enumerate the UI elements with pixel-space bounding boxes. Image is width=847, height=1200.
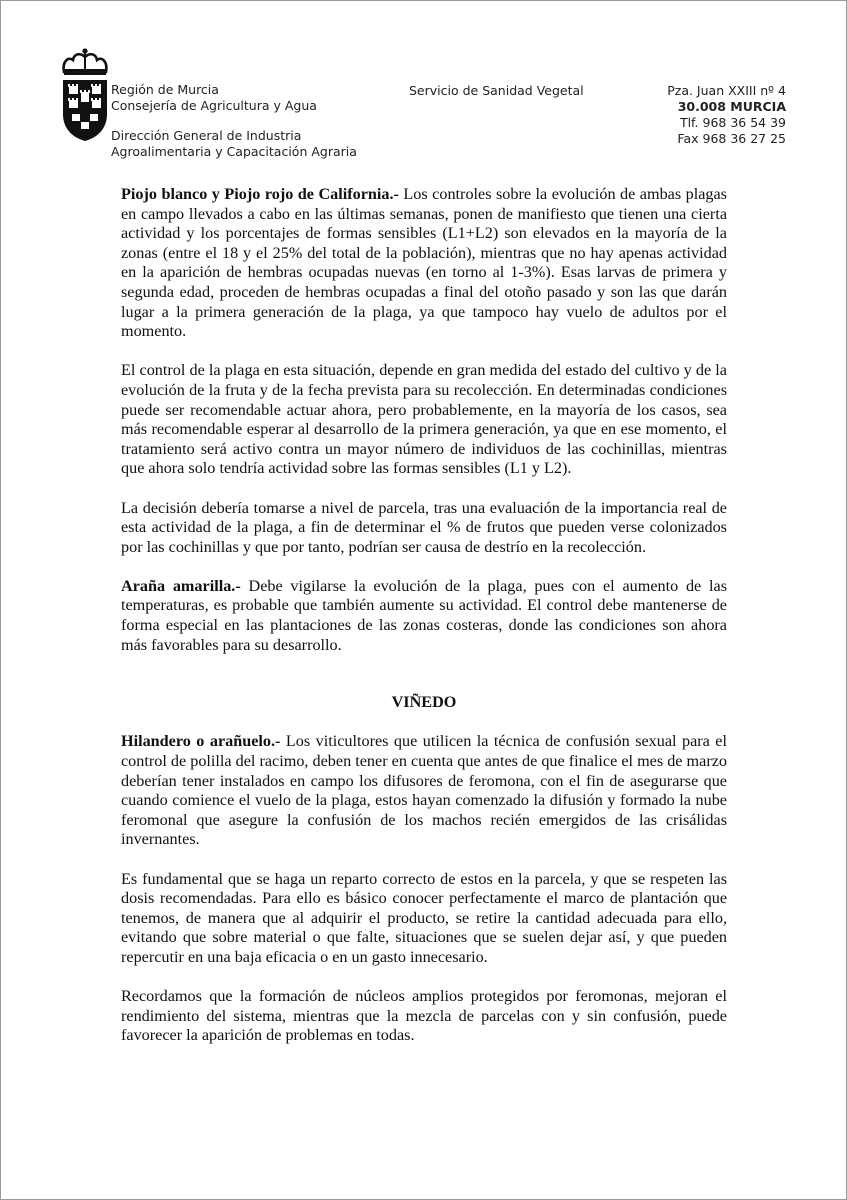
address-street: Pza. Juan XXIII nº 4 [667, 83, 786, 98]
heading-piojo: Piojo blanco y Piojo rojo de California.- [121, 185, 399, 203]
service-name: Servicio de Sanidad Vegetal [409, 83, 584, 98]
paragraph-piojo-text: Los controles sobre la evolución de ambas plagas en campo llevados a cabo en las últimas semanas, ponen de manifiesto que tienen una cierta actividad y los porcentajes de formas sensibles (L1+L2) son elevados en la mayoría de la zonas (entre el 18 y el 25% del total de la población), mientras que no hay apenas actividad en la aparición de hembras ocupadas nuevas (en torno al 1-3%). Esas larvas de primera y segunda edad, proceden de hembras ocupadas a final del otoño pasado y son las que darán lugar a la primera generación de la plaga, ya que tampoco hay vuelo de adultos por el momento. [121, 185, 727, 341]
address-phone: Tlf. 968 36 54 39 [679, 115, 786, 130]
org-directorate: Dirección General de Industria [111, 128, 302, 143]
paragraph-control: El control de la plaga en esta situación, depende en gran medida del estado del cultivo y de la evolución de la fruta y de la fecha prevista para su recolección. En determinadas condiciones puede ser recomendable actuar ahora, pero probablemente, en la mayoría de los casos, sea más recomendable esperar al desarrollo de la primera generación, ya que en ese momento, el tratamiento será activo contra un mayor número de individuos de las cochinillas, mientras que ahora solo tendría actividad sobre las formas sensibles (L1 y L2). [121, 361, 727, 478]
org-directorate-cont: Agroalimentaria y Capacitación Agraria [111, 144, 357, 159]
region-murcia-crest-icon [60, 48, 110, 142]
paragraph-recordamos: Recordamos que la formación de núcleos amplios protegidos por feromonas, mejoran el rendimiento del sistema, mientras que la mezcla de parcelas con y sin confusión, puede favorecer la aparición de problemas en todas. [121, 987, 727, 1045]
address-city: 30.008 MURCIA [677, 99, 786, 114]
document-body [121, 185, 727, 1066]
paragraph-decision: La decisión debería tomarse a nivel de parcela, tras una evaluación de la importancia real de esta actividad de la plaga, a fin de determinar el % de frutos que pueden verse colonizados por las cochinillas y que por tanto, podrían ser causa de destrío en la recolección. [121, 498, 727, 556]
org-region: Región de Murcia [111, 82, 219, 97]
paragraph-hilandero-text: Los viticultores que utilicen la técnica de confusión sexual para el control de polilla del racimo, deben tener en cuenta que antes de que finalice el mes de marzo deberían tener instalados en campo los difusores de feromona, con el fin de asegurarse que cuando comience el vuelo de la plaga, estos hayan comenzado la difusión y formado la nube feromonal que asegure la confusión de los machos recién emergidos de las crisálidas invernantes. [121, 732, 727, 849]
section-title-vinedo: VIÑEDO [391, 693, 457, 712]
org-ministry: Consejería de Agricultura y Agua [111, 98, 317, 113]
paragraph-reparto: Es fundamental que se haga un reparto correcto de estos en la parcela, y que se respeten las dosis recomendadas. Para ello es básico conocer perfectamente el marco de plantación que tenemos, de manera que al adquirir el producto, se retire la cantidad adecuada para ello, evitando que sobre material o que falte, situaciones que se suelen dejar así, y que pueden repercutir en una baja eficacia o en un gasto innecesario. [121, 869, 727, 966]
paragraph-hilandero [121, 732, 727, 850]
heading-hilandero: Hilandero o arañuelo.- [121, 732, 281, 751]
letterhead [0, 0, 847, 170]
paragraph-arana [121, 577, 727, 655]
paragraph-arana-text: Debe vigilarse la evolución de la plaga, pues con el aumento de las temperaturas, es probable que también aumente su actividad. El control debe mantenerse de forma especial en las plantaciones de las zonas costeras, donde las condiciones son ahora más favorables para su desarrollo. [121, 576, 727, 654]
address-fax: Fax 968 36 27 25 [677, 131, 786, 146]
paragraph-piojo [121, 185, 727, 342]
heading-arana: Araña amarilla.- [121, 576, 241, 595]
